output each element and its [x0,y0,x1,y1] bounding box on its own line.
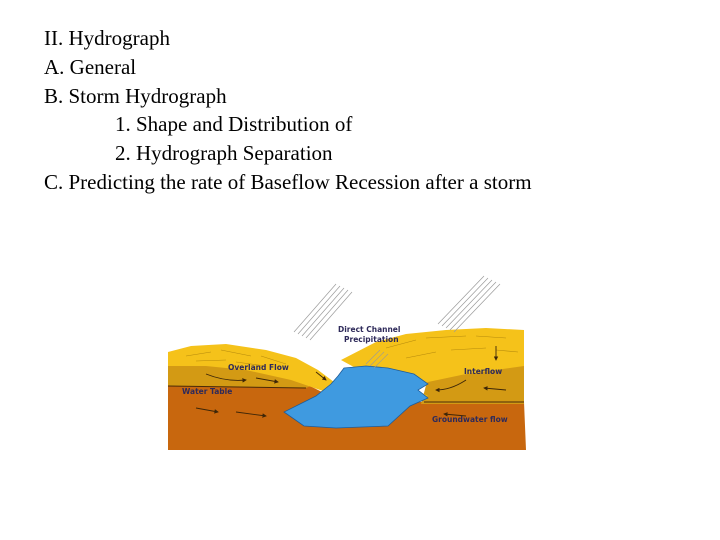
outline-subitem: 1. Shape and Distribution of [115,112,353,137]
label-groundwater-flow: Groundwater flow [432,415,508,424]
outline-item: C. Predicting the rate of Baseflow Recession after a storm [44,169,532,194]
label-precipitation: Precipitation [344,335,399,344]
label-direct-channel: Direct Channel [338,325,401,334]
outline-item: B. Storm Hydrograph [44,83,227,108]
outline-item: A. General [44,54,137,79]
outline-item: II. Hydrograph [44,26,170,50]
label-water-table: Water Table [182,387,233,396]
outline-subitem: 2. Hydrograph Separation [115,141,333,166]
rain-streaks-right [438,276,500,332]
slide-outline [44,24,694,197]
label-overland-flow: Overland Flow [228,363,289,372]
hydrology-cross-section-diagram [166,266,528,454]
label-interflow: Interflow [464,367,503,376]
